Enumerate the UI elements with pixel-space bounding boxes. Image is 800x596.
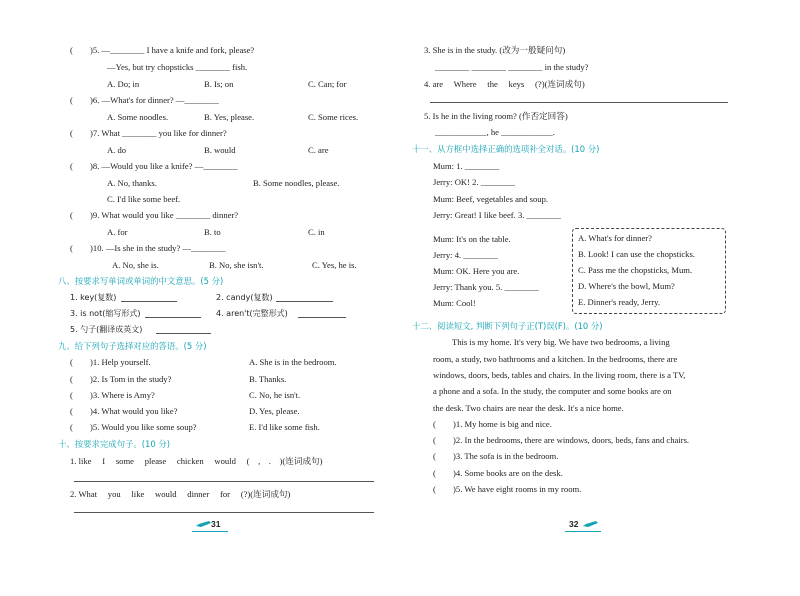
s8-line-1[interactable] xyxy=(121,301,177,302)
q5-opt-a: A. Do; in xyxy=(107,79,140,89)
q7-opt-c: C. are xyxy=(308,145,329,155)
s9-a4: D. Yes, please. xyxy=(249,406,300,416)
dialogue-4: Jerry: Great! I like beef. 3. ________ xyxy=(433,210,561,220)
s8-line-2[interactable] xyxy=(276,301,333,302)
q5-stem: ( )5. —________ I have a knife and fork, please? xyxy=(70,45,255,55)
q10-opt-a: A. No, she is. xyxy=(112,260,159,270)
tf-2: ( )2. In the bedrooms, there are windows, doors, beds, fans and chairs. xyxy=(433,435,690,445)
q6-opt-b: B. Yes, please. xyxy=(204,112,255,122)
s8-line-4[interactable] xyxy=(298,317,346,318)
dialogue-3: Mum: Beef, vegetables and soup. xyxy=(433,194,549,204)
dialogue-2: Jerry: OK! 2. ________ xyxy=(433,177,516,187)
q8-opt-a: A. No, thanks. xyxy=(107,178,157,188)
dialogue-7: Mum: OK. Here you are. xyxy=(433,266,520,276)
s8-item-5: 5. 勺子(翻译成英文) xyxy=(70,325,143,334)
q10-opt-b: B. No, she isn't. xyxy=(209,260,264,270)
s9-a3: C. No, he isn't. xyxy=(249,390,301,400)
r5-stem: 5. Is he in the living room? (作否定回答) xyxy=(424,111,568,121)
dialogue-6: Jerry: 4. ________ xyxy=(433,250,498,260)
tf-4: ( )4. Some books are on the desk. xyxy=(433,468,563,478)
section-12-title: 十二、阅读短文, 判断下列句子正(T)误(F)。(10 分) xyxy=(412,321,603,331)
option-d: D. Where's the bowl, Mum? xyxy=(578,281,675,291)
q9-opt-a: A. for xyxy=(107,227,128,237)
r4-stem: 4. are Where the keys (?)(连词成句) xyxy=(424,79,585,89)
option-c: C. Pass me the chopsticks, Mum. xyxy=(578,265,693,275)
s8-item-4: 4. aren't(完整形式) xyxy=(216,309,288,318)
page-underline-left xyxy=(192,531,228,532)
passage-line-3: windows, doors, beds, tables and chairs. In the living room, there is a TV, xyxy=(433,370,686,380)
q9-stem: ( )9. What would you like ________ dinner? xyxy=(70,210,239,220)
s8-line-5[interactable] xyxy=(156,333,211,334)
pencil-icon xyxy=(582,521,598,528)
q8-opt-b: B. Some noodles, please. xyxy=(253,178,340,188)
tf-1: ( )1. My home is big and nice. xyxy=(433,419,552,429)
s9-a2: B. Thanks. xyxy=(249,374,287,384)
s8-item-2: 2. candy(复数) xyxy=(216,293,273,302)
r4-answer-line[interactable] xyxy=(430,102,728,103)
q5-stem-b: —Yes, but try chopsticks ________ fish. xyxy=(107,62,248,72)
s8-item-3: 3. is not(缩写形式) xyxy=(70,309,141,318)
option-b: B. Look! I can use the chopsticks. xyxy=(578,249,695,259)
pencil-icon xyxy=(196,521,212,528)
section-11-title: 十一、从方框中选择正确的选项补全对话。(10 分) xyxy=(412,144,600,154)
q9-opt-b: B. to xyxy=(204,227,221,237)
q7-opt-a: A. do xyxy=(107,145,127,155)
s9-q3: ( )3. Where is Amy? xyxy=(70,390,155,400)
option-e: E. Dinner's ready, Jerry. xyxy=(578,297,661,307)
s10-answer-line-2[interactable] xyxy=(74,512,374,513)
dialogue-5: Mum: It's on the table. xyxy=(433,234,511,244)
r3-blanks: ________ ________ ________ in the study? xyxy=(435,62,589,72)
s10-item-2: 2. What you like would dinner for (?)(连词成句) xyxy=(70,489,291,499)
q7-stem: ( )7. What ________ you like for dinner? xyxy=(70,128,227,138)
dialogue-8: Jerry: Thank you. 5. ________ xyxy=(433,282,539,292)
q6-stem: ( )6. —What's for dinner? —________ xyxy=(70,95,219,105)
s8-item-1: 1. key(复数) xyxy=(70,293,117,302)
s9-q4: ( )4. What would you like? xyxy=(70,406,178,416)
passage-line-2: room, a study, two bathrooms and a kitchen. In the bedrooms, there are xyxy=(433,354,678,364)
q10-stem: ( )10. —Is she in the study? —________ xyxy=(70,243,226,253)
r5-blanks: ____________, he ____________. xyxy=(435,127,555,137)
section-10-title: 十、按要求完成句子。(10 分) xyxy=(58,439,170,449)
q6-opt-a: A. Some noodles. xyxy=(107,112,169,122)
dialogue-9: Mum: Cool! xyxy=(433,298,476,308)
q8-opt-c: C. I'd like some beef. xyxy=(107,194,181,204)
q10-opt-c: C. Yes, he is. xyxy=(312,260,357,270)
s8-line-3[interactable] xyxy=(145,317,201,318)
section-8-title: 八、按要求写单词或单词的中文意思。(5 分) xyxy=(58,276,224,286)
page-number-left: 31 xyxy=(211,519,221,529)
passage-line-4: a phone and a sofa. In the study, the computer and some books are on xyxy=(433,386,672,396)
s9-q1: ( )1. Help yourself. xyxy=(70,357,151,367)
r3-stem: 3. She is in the study. (改为一般疑问句) xyxy=(424,45,566,55)
tf-5: ( )5. We have eight rooms in my room. xyxy=(433,484,582,494)
s9-q2: ( )2. Is Tom in the study? xyxy=(70,374,172,384)
s9-q5: ( )5. Would you like some soup? xyxy=(70,422,197,432)
q6-opt-c: C. Some rices. xyxy=(308,112,359,122)
s10-answer-line-1[interactable] xyxy=(74,481,374,482)
q7-opt-b: B. would xyxy=(204,145,236,155)
s10-item-1: 1. like I some please chicken would ( , . )(连词成句) xyxy=(70,456,323,466)
q8-stem: ( )8. —Would you like a knife? —________ xyxy=(70,161,238,171)
tf-3: ( )3. The sofa is in the bedroom. xyxy=(433,451,559,461)
page-number-right: 32 xyxy=(569,519,579,529)
q9-opt-c: C. in xyxy=(308,227,325,237)
q5-opt-b: B. Is; on xyxy=(204,79,234,89)
s9-a5: E. I'd like some fish. xyxy=(249,422,320,432)
q5-opt-c: C. Can; for xyxy=(308,79,347,89)
s9-a1: A. She is in the bedroom. xyxy=(249,357,337,367)
option-a: A. What's for dinner? xyxy=(578,233,652,243)
passage-line-5: the desk. Two chairs are near the desk. It's a nice home. xyxy=(433,403,624,413)
section-9-title: 九、给下列句子选择对应的答语。(5 分) xyxy=(58,341,207,351)
passage-line-1: This is my home. It's very big. We have two bedrooms, a living xyxy=(452,337,670,347)
dialogue-1: Mum: 1. ________ xyxy=(433,161,500,171)
page-underline-right xyxy=(565,531,601,532)
